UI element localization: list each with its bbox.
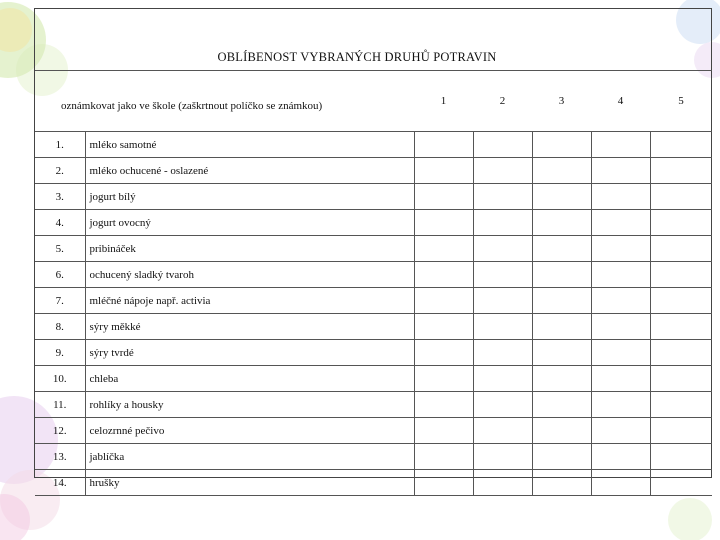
grade-checkbox-cell-2[interactable] bbox=[473, 470, 532, 496]
grade-checkbox-cell-3[interactable] bbox=[532, 314, 591, 340]
grade-checkbox-cell-5[interactable] bbox=[650, 210, 712, 236]
grade-checkbox-cell-5[interactable] bbox=[650, 132, 712, 158]
grade-checkbox-cell-1[interactable] bbox=[414, 392, 473, 418]
grade-checkbox-cell-3[interactable] bbox=[532, 288, 591, 314]
grade-checkbox-cell-5[interactable] bbox=[650, 444, 712, 470]
grade-checkbox-cell-5[interactable] bbox=[650, 184, 712, 210]
grade-checkbox-cell-5[interactable] bbox=[650, 236, 712, 262]
grade-header-1: 1 bbox=[414, 71, 473, 132]
grade-checkbox-cell-4[interactable] bbox=[591, 314, 650, 340]
grade-checkbox-cell-3[interactable] bbox=[532, 236, 591, 262]
grade-checkbox-cell-4[interactable] bbox=[591, 392, 650, 418]
grade-checkbox-cell-4[interactable] bbox=[591, 470, 650, 496]
item-number: 1. bbox=[35, 132, 85, 158]
item-number: 12. bbox=[35, 418, 85, 444]
item-label: ochucený sladký tvaroh bbox=[85, 262, 414, 288]
grade-checkbox-cell-1[interactable] bbox=[414, 158, 473, 184]
grade-checkbox-cell-5[interactable] bbox=[650, 418, 712, 444]
item-number: 3. bbox=[35, 184, 85, 210]
grade-checkbox-cell-3[interactable] bbox=[532, 210, 591, 236]
item-label: sýry tvrdé bbox=[85, 340, 414, 366]
table-row bbox=[35, 340, 712, 366]
grade-checkbox-cell-4[interactable] bbox=[591, 444, 650, 470]
table-row bbox=[35, 184, 712, 210]
item-number: 4. bbox=[35, 210, 85, 236]
grade-checkbox-cell-2[interactable] bbox=[473, 262, 532, 288]
grade-header-2: 2 bbox=[473, 71, 532, 132]
grade-checkbox-cell-4[interactable] bbox=[591, 132, 650, 158]
grade-checkbox-cell-5[interactable] bbox=[650, 366, 712, 392]
grade-header-3: 3 bbox=[532, 71, 591, 132]
grade-checkbox-cell-5[interactable] bbox=[650, 470, 712, 496]
grade-checkbox-cell-2[interactable] bbox=[473, 392, 532, 418]
item-number: 14. bbox=[35, 470, 85, 496]
item-label: mléčné nápoje např. activia bbox=[85, 288, 414, 314]
grade-checkbox-cell-1[interactable] bbox=[414, 288, 473, 314]
grade-header-4: 4 bbox=[591, 71, 650, 132]
grade-checkbox-cell-4[interactable] bbox=[591, 236, 650, 262]
grade-checkbox-cell-2[interactable] bbox=[473, 444, 532, 470]
table-row bbox=[35, 132, 712, 158]
grade-checkbox-cell-1[interactable] bbox=[414, 132, 473, 158]
survey-frame bbox=[34, 8, 712, 489]
item-label: jablíčka bbox=[85, 444, 414, 470]
item-number: 5. bbox=[35, 236, 85, 262]
grade-checkbox-cell-1[interactable] bbox=[414, 210, 473, 236]
grade-checkbox-cell-1[interactable] bbox=[414, 262, 473, 288]
table-row bbox=[35, 236, 712, 262]
grade-checkbox-cell-4[interactable] bbox=[591, 340, 650, 366]
grade-checkbox-cell-3[interactable] bbox=[532, 470, 591, 496]
table-row bbox=[35, 418, 712, 444]
rating-table bbox=[35, 70, 712, 496]
grade-checkbox-cell-2[interactable] bbox=[473, 210, 532, 236]
grade-checkbox-cell-1[interactable] bbox=[414, 418, 473, 444]
table-row bbox=[35, 366, 712, 392]
table-row bbox=[35, 470, 712, 496]
grade-checkbox-cell-5[interactable] bbox=[650, 288, 712, 314]
item-label: mléko ochucené - oslazené bbox=[85, 158, 414, 184]
grade-checkbox-cell-2[interactable] bbox=[473, 366, 532, 392]
grade-checkbox-cell-2[interactable] bbox=[473, 418, 532, 444]
grade-checkbox-cell-4[interactable] bbox=[591, 210, 650, 236]
item-number: 10. bbox=[35, 366, 85, 392]
grade-checkbox-cell-1[interactable] bbox=[414, 470, 473, 496]
item-label: sýry měkké bbox=[85, 314, 414, 340]
grade-checkbox-cell-3[interactable] bbox=[532, 444, 591, 470]
grade-checkbox-cell-1[interactable] bbox=[414, 184, 473, 210]
grade-checkbox-cell-4[interactable] bbox=[591, 366, 650, 392]
table-row bbox=[35, 392, 712, 418]
item-number: 11. bbox=[35, 392, 85, 418]
grade-checkbox-cell-2[interactable] bbox=[473, 132, 532, 158]
table-row bbox=[35, 262, 712, 288]
grade-checkbox-cell-5[interactable] bbox=[650, 340, 712, 366]
grade-checkbox-cell-3[interactable] bbox=[532, 132, 591, 158]
item-label: chleba bbox=[85, 366, 414, 392]
grade-checkbox-cell-4[interactable] bbox=[591, 158, 650, 184]
grade-checkbox-cell-4[interactable] bbox=[591, 184, 650, 210]
grade-checkbox-cell-2[interactable] bbox=[473, 340, 532, 366]
item-label: rohlíky a housky bbox=[85, 392, 414, 418]
item-number: 8. bbox=[35, 314, 85, 340]
item-label: pribináček bbox=[85, 236, 414, 262]
table-row bbox=[35, 210, 712, 236]
grade-checkbox-cell-4[interactable] bbox=[591, 418, 650, 444]
grade-header-5: 5 bbox=[650, 71, 712, 132]
grade-checkbox-cell-5[interactable] bbox=[650, 392, 712, 418]
grade-checkbox-cell-3[interactable] bbox=[532, 418, 591, 444]
page-title: OBLÍBENOST VYBRANÝCH DRUHŮ POTRAVIN bbox=[217, 50, 497, 64]
grade-checkbox-cell-1[interactable] bbox=[414, 236, 473, 262]
item-label: celozrnné pečivo bbox=[85, 418, 414, 444]
item-number: 2. bbox=[35, 158, 85, 184]
table-row bbox=[35, 288, 712, 314]
grade-checkbox-cell-3[interactable] bbox=[532, 158, 591, 184]
item-number: 13. bbox=[35, 444, 85, 470]
grade-checkbox-cell-2[interactable] bbox=[473, 236, 532, 262]
grade-checkbox-cell-1[interactable] bbox=[414, 340, 473, 366]
item-number: 6. bbox=[35, 262, 85, 288]
grade-checkbox-cell-1[interactable] bbox=[414, 366, 473, 392]
item-number: 7. bbox=[35, 288, 85, 314]
item-label: hrušky bbox=[85, 470, 414, 496]
item-label: jogurt bílý bbox=[85, 184, 414, 210]
table-row bbox=[35, 314, 712, 340]
instruction-text: oznámkovat jako ve škole (zaškrtnout políčko se známkou) bbox=[35, 71, 384, 132]
grade-checkbox-cell-4[interactable] bbox=[591, 288, 650, 314]
grade-checkbox-cell-5[interactable] bbox=[650, 314, 712, 340]
table-row bbox=[35, 444, 712, 470]
grade-checkbox-cell-1[interactable] bbox=[414, 314, 473, 340]
table-header-row bbox=[35, 71, 712, 132]
grade-checkbox-cell-3[interactable] bbox=[532, 340, 591, 366]
grade-checkbox-cell-3[interactable] bbox=[532, 366, 591, 392]
grade-checkbox-cell-5[interactable] bbox=[650, 158, 712, 184]
item-label: jogurt ovocný bbox=[85, 210, 414, 236]
grade-checkbox-cell-2[interactable] bbox=[473, 288, 532, 314]
grade-checkbox-cell-5[interactable] bbox=[650, 262, 712, 288]
grade-checkbox-cell-3[interactable] bbox=[532, 184, 591, 210]
grade-checkbox-cell-1[interactable] bbox=[414, 444, 473, 470]
item-number: 9. bbox=[35, 340, 85, 366]
grade-checkbox-cell-2[interactable] bbox=[473, 158, 532, 184]
grade-checkbox-cell-3[interactable] bbox=[532, 392, 591, 418]
grade-checkbox-cell-2[interactable] bbox=[473, 184, 532, 210]
table-row bbox=[35, 158, 712, 184]
item-label: mléko samotné bbox=[85, 132, 414, 158]
grade-checkbox-cell-3[interactable] bbox=[532, 262, 591, 288]
grade-checkbox-cell-4[interactable] bbox=[591, 262, 650, 288]
grade-checkbox-cell-2[interactable] bbox=[473, 314, 532, 340]
